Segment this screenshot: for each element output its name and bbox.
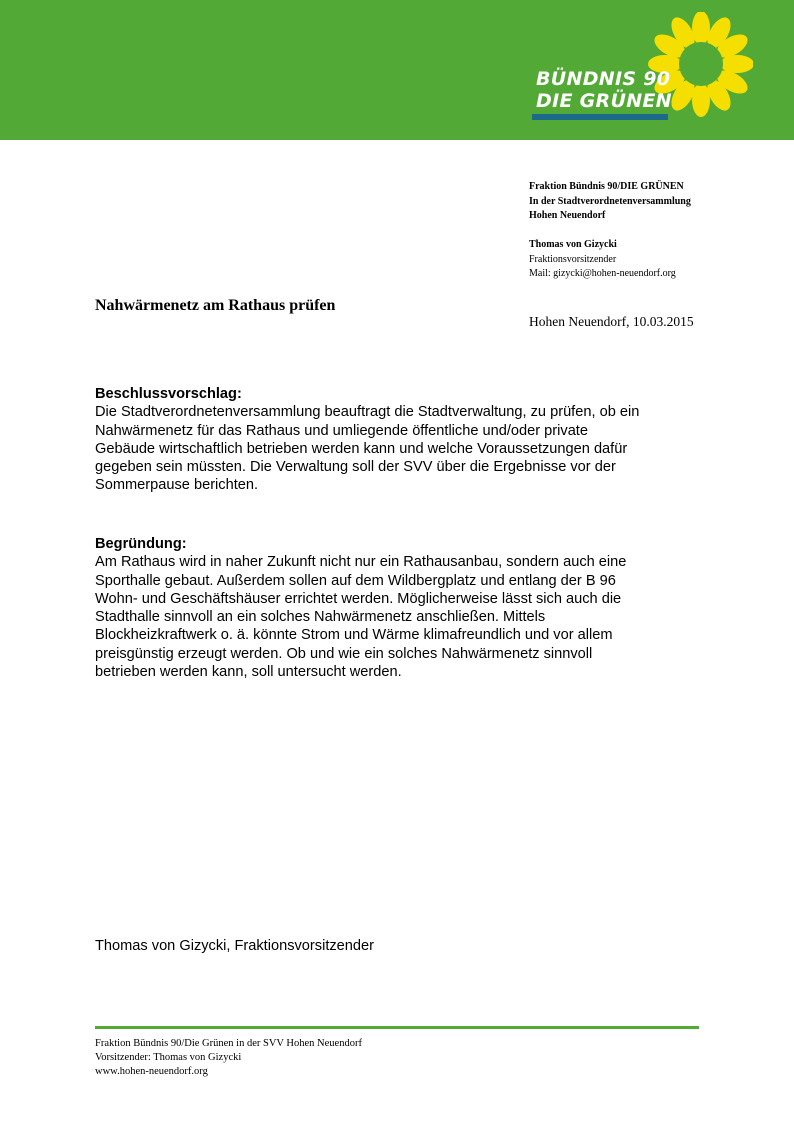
reasoning-line: betrieben werden kann, soll untersucht werden. — [95, 664, 402, 681]
header-band — [0, 0, 794, 140]
proposal-line: Die Stadtverordnetenversammlung beauftragt die Stadtverwaltung, zu prüfen, ob ein — [95, 404, 640, 421]
proposal-line: gegeben sein müssten. Die Verwaltung soll der SVV über die Ergebnisse vor der — [95, 459, 616, 476]
proposal-heading: Beschlussvorschlag: — [95, 386, 242, 402]
party-logo — [528, 12, 753, 127]
proposal-section — [95, 385, 715, 495]
reasoning-section — [95, 535, 715, 681]
reasoning-line: preisgünstig erzeugt werden. Ob und wie ein solches Nahwärmenetz sinnvoll — [95, 645, 593, 662]
footer-line-1: Fraktion Bündnis 90/Die Grünen in der SVV Hohen Neuendorf — [95, 1038, 362, 1049]
proposal-line: Gebäude wirtschaftlich betrieben werden kann und welche Voraussetzungen dafür — [95, 440, 628, 457]
footer-line-2: Vorsitzender: Thomas von Gizycki — [95, 1052, 242, 1064]
reasoning-line: Am Rathaus wird in naher Zukunft nicht nur ein Rathausanbau, sondern auch eine — [95, 554, 627, 571]
footer-website: www.hohen-neuendorf.org — [95, 1066, 208, 1078]
logo-line-1: BÜNDNIS 90 — [536, 68, 671, 90]
sender-org-line-3: Hohen Neuendorf — [529, 210, 606, 221]
reasoning-line: Blockheizkraftwerk o. ä. könnte Strom und Wärme klimafreundlich und vor allem — [95, 627, 613, 644]
reasoning-line: Wohn- und Geschäftshäuser errichtet werden. Möglicherweise lässt sich auch die — [95, 590, 622, 607]
sender-name: Thomas von Gizycki — [529, 239, 617, 250]
logo-wordmark — [536, 68, 672, 112]
sender-mail: Mail: gizycki@hohen-neuendorf.org — [529, 268, 676, 279]
reasoning-line: Stadthalle sinnvoll an ein solches Nahwärmenetz anschließen. Mittels — [95, 609, 546, 626]
footer-divider — [95, 1026, 699, 1029]
reasoning-line: Sporthalle gebaut. Außerdem sollen auf dem Wildbergplatz und entlang der B 96 — [95, 572, 616, 589]
sender-org-line-1: Fraktion Bündnis 90/DIE GRÜNEN — [529, 181, 684, 192]
sender-role: Fraktionsvorsitzender — [529, 253, 617, 265]
proposal-line: Sommerpause berichten. — [95, 477, 259, 494]
proposal-line: Nahwärmenetz für das Rathaus und umliegende öffentliche und/oder private — [95, 422, 588, 439]
document-title: Nahwärmenetz am Rathaus prüfen — [95, 297, 336, 314]
logo-line-2: DIE GRÜNEN — [536, 90, 672, 112]
sender-org-line-2: In der Stadtverordnetenversammlung — [529, 195, 691, 207]
sender-block — [529, 180, 691, 282]
date-line: Hohen Neuendorf, 10.03.2015 — [529, 314, 694, 329]
logo-underline — [532, 114, 668, 120]
footer — [95, 1037, 362, 1080]
reasoning-heading: Begründung: — [95, 536, 187, 552]
signature-line: Thomas von Gizycki, Fraktionsvorsitzender — [95, 938, 374, 954]
